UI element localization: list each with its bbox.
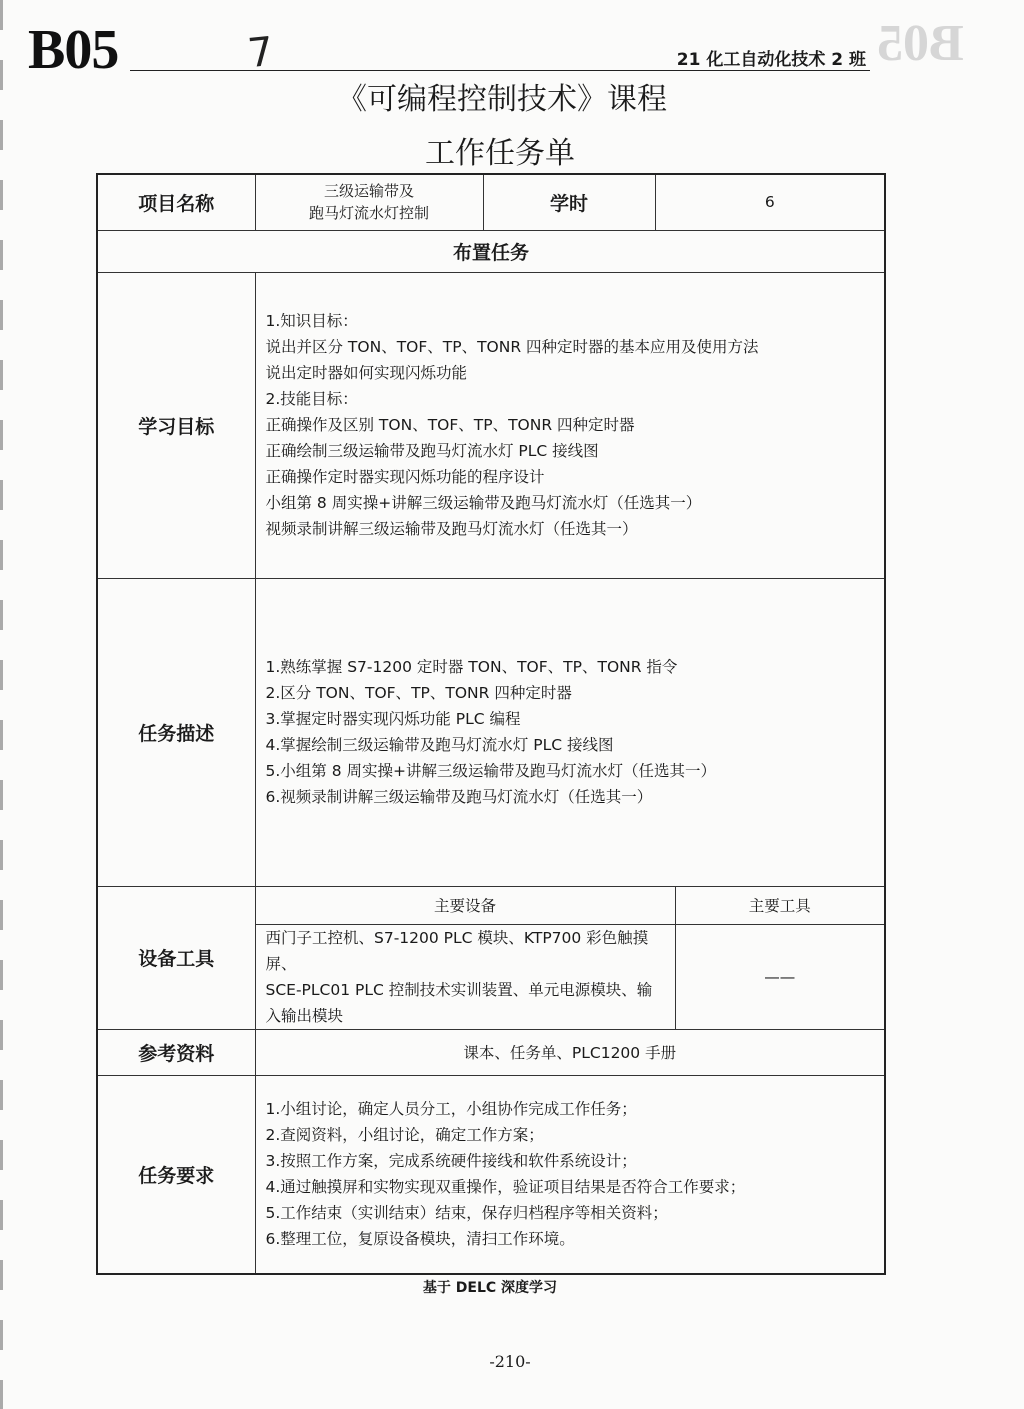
tools-value: —— [675, 924, 885, 1029]
handwritten-mark: 7 [245, 28, 276, 78]
description-line: 1.熟练掌握 S7-1200 定时器 TON、TOF、TP、TONR 指令 [265, 658, 678, 676]
project-name-label: 项目名称 [97, 174, 255, 230]
hours-label: 学时 [483, 174, 655, 230]
goal-line: 说出并区分 TON、TOF、TP、TONR 四种定时器的基本应用及使用方法 [265, 338, 759, 356]
project-name-line: 跑马灯流水灯控制 [308, 204, 429, 223]
goal-line: 小组第 8 周实操+讲解三级运输带及跑马灯流水灯（任选其一） [265, 494, 702, 512]
description-line: 2.区分 TON、TOF、TP、TONR 四种定时器 [265, 684, 572, 702]
goal-line: 正确操作及区别 TON、TOF、TP、TONR 四种定时器 [265, 416, 635, 434]
header-rule [130, 70, 870, 71]
requirement-line: 4.通过触摸屏和实物实现双重操作，验证项目结果是否符合工作要求； [265, 1178, 746, 1197]
footer-text: 基于 DELC 深度学习 [422, 1280, 558, 1296]
learning-goals-content [255, 272, 885, 578]
learning-goals-row [97, 272, 885, 578]
requirements-row [97, 1075, 885, 1274]
requirement-line: 5.工作结束（实训结束）结束，保存归档程序等相关资料； [265, 1204, 668, 1223]
task-description-label: 任务描述 [97, 578, 255, 886]
page-number: -210- [489, 1352, 531, 1371]
learning-goals-label: 学习目标 [97, 272, 255, 578]
assign-heading: 布置任务 [97, 230, 885, 272]
course-title: 《可编程控制技术》课程 [337, 82, 667, 117]
equipment-label: 设备工具 [97, 886, 255, 1029]
class-name: 21 化工自动化技术 2 班 [676, 50, 866, 70]
project-row [97, 174, 885, 230]
task-sheet-table [96, 173, 886, 1275]
description-line: 3.掌握定时器实现闪烁功能 PLC 编程 [265, 710, 521, 728]
project-name-line: 三级运输带及 [323, 182, 414, 201]
goal-line: 1.知识目标： [265, 312, 358, 330]
equipment-line: 西门子工控机、S7-1200 PLC 模块、KTP700 彩色触摸屏、 [265, 928, 649, 973]
main-tools-header: 主要工具 [675, 886, 885, 924]
references-value: 课本、任务单、PLC1200 手册 [255, 1029, 885, 1075]
bleed-through-text: B05 [877, 15, 964, 72]
task-description-row [97, 578, 885, 886]
description-line: 4.掌握绘制三级运输带及跑马灯流水灯 PLC 接线图 [265, 736, 614, 754]
main-equipment-header: 主要设备 [255, 886, 675, 924]
requirements-label: 任务要求 [97, 1075, 255, 1274]
goal-line: 正确绘制三级运输带及跑马灯流水灯 PLC 接线图 [265, 442, 599, 460]
sheet-title: 工作任务单 [425, 136, 575, 171]
equipment-header-row [97, 886, 885, 924]
scan-edge [0, 0, 3, 1409]
requirement-line: 2.查阅资料，小组讨论，确定工作方案； [265, 1126, 544, 1145]
references-row [97, 1029, 885, 1075]
goal-line: 说出定时器如何实现闪烁功能 [265, 364, 468, 382]
description-line: 5.小组第 8 周实操+讲解三级运输带及跑马灯流水灯（任选其一） [265, 762, 716, 780]
description-line: 6.视频录制讲解三级运输带及跑马灯流水灯（任选其一） [265, 788, 653, 806]
goal-line: 正确操作定时器实现闪烁功能的程序设计 [265, 468, 545, 486]
equipment-list [255, 924, 675, 1029]
assign-row [97, 230, 885, 272]
task-description-content [255, 578, 885, 886]
requirements-content [255, 1075, 885, 1274]
requirement-line: 6.整理工位，复原设备模块，清扫工作环境。 [265, 1230, 575, 1249]
goal-line: 视频录制讲解三级运输带及跑马灯流水灯（任选其一） [265, 520, 638, 538]
references-label: 参考资料 [97, 1029, 255, 1075]
project-name-value [255, 174, 483, 230]
page-code: B05 [28, 19, 119, 81]
equipment-line: 入输出模块 [265, 1006, 344, 1025]
equipment-line: SCE-PLC01 PLC 控制技术实训装置、单元电源模块、输 [265, 980, 653, 999]
goal-line: 2.技能目标： [265, 390, 358, 408]
requirement-line: 3.按照工作方案，完成系统硬件接线和软件系统设计； [265, 1152, 637, 1171]
requirement-line: 1.小组讨论，确定人员分工，小组协作完成工作任务； [265, 1100, 637, 1119]
hours-value: 6 [655, 174, 885, 230]
